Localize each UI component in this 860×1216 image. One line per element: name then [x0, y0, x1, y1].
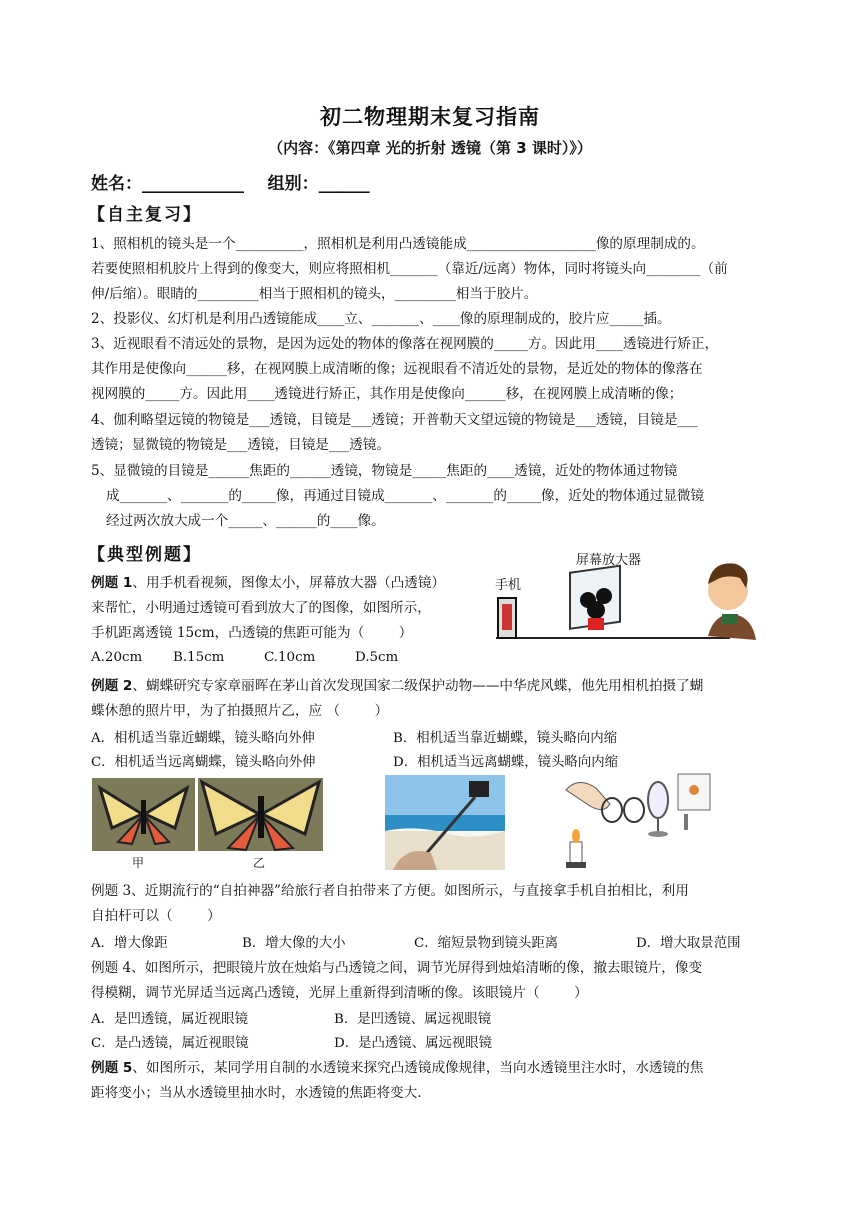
example-4-option-d: D．是凸透镜、属远视眼镜 — [334, 1036, 493, 1051]
magnifier-figure — [490, 548, 760, 648]
butterfly-photo-a — [92, 778, 195, 851]
screen-magnifier-label: 屏幕放大器 — [576, 553, 642, 568]
example-2-option-d: D．相机适当远离蝴蝶，镜头略向内缩 — [393, 755, 618, 770]
example-5-line: 例题 5、如图所示，某同学用自制的水透镜来探究凸透镜成像规律，当向水透镜里注水时，水透镜的焦 — [91, 1060, 704, 1076]
review-line: 若要使照相机胶片上得到的像变大，则应将照相机_______（靠近/远离）物体，同时将镜头向________（前 — [91, 261, 728, 277]
example-1-line: 来帮忙，小明通过透镜可看到放大了的图像，如图所示， — [91, 600, 431, 616]
example-4-line: 得模糊，调节光屏适当远离凸透镜，光屏上重新得到清晰的像。该眼镜片（ ） — [91, 985, 588, 1001]
example-2-option-c: C．相机适当远离蝴蝶，镜头略向外伸 — [91, 755, 316, 770]
example-1-option-a: A.20cm — [91, 650, 143, 665]
example-3-option-c: C．缩短景物到镜头距离 — [414, 936, 559, 951]
phone-label: 手机 — [495, 578, 522, 593]
selfie-stick-photo — [385, 775, 505, 870]
review-line: 3、近视眼看不清远处的景物，是因为远处的物体的像落在视网膜的_____方。因此用____透镜进行矫正， — [91, 336, 719, 352]
review-line: 4、伽利略望远镜的物镜是___透镜，目镜是___透镜；开普勒天文望远镜的物镜是___透镜，目镜是___ — [91, 412, 698, 428]
example-1-option-c: C.10cm — [264, 650, 316, 665]
example-1-option-b: B.15cm — [173, 650, 225, 665]
example-1-label: 例题 1 — [91, 575, 133, 591]
example-3-option-a: A．增大像距 — [91, 936, 168, 951]
example-2-label: 例题 2 — [91, 678, 133, 694]
photo-a-caption: 甲 — [132, 856, 145, 870]
review-line: 2、投影仪、幻灯机是利用凸透镜能成____立、_______、____像的原理制成的，胶片应_____插。 — [91, 311, 671, 327]
page-subtitle: （内容：《第四章 光的折射 透镜（第 3 课时）》） — [268, 139, 592, 157]
example-4-line: 例题 4、如图所示，把眼镜片放在烛焰与凸透镜之间，调节光屏得到烛焰清晰的像，撤去眼镜片，像变 — [91, 960, 703, 976]
name-group-row: 姓名：____________ 组别：______ — [91, 174, 370, 194]
review-line: 其作用是使像向______移，在视网膜上成清晰的像；远视眼看不清近处的景物，是近处的物体的像落在 — [91, 361, 703, 377]
example-2-option-a: A．相机适当靠近蝴蝶，镜头略向外伸 — [91, 731, 315, 746]
review-line: 透镜；显微镜的物镜是___透镜，目镜是___透镜。 — [91, 437, 391, 453]
example-2-line: 蝶休憩的照片甲，为了拍摄照片乙，应 （ ） — [91, 703, 389, 719]
example-3-option-b: B．增大像的大小 — [242, 936, 346, 951]
section-examples-heading: 【典型例题】 — [88, 545, 202, 565]
section-self-review-heading: 【自主复习】 — [88, 205, 202, 225]
example-4-option-c: C．是凸透镜，属近视眼镜 — [91, 1036, 249, 1051]
review-line: 经过两次放大成一个_____、______的____像。 — [106, 513, 385, 529]
page-title: 初二物理期末复习指南 — [320, 105, 540, 129]
photo-b-caption: 乙 — [253, 856, 266, 870]
example-1-line: 例题 1、用手机看视频，图像太小，屏幕放大器（凸透镜） — [91, 575, 446, 591]
lens-experiment-figure — [560, 770, 720, 870]
example-3-option-d: D．增大取景范围 — [636, 936, 741, 951]
example-4-option-b: B．是凹透镜、属远视眼镜 — [334, 1012, 492, 1027]
example-2-line: 例题 2、蝴蝶研究专家章丽晖在茅山首次发现国家二级保护动物——中华虎风蝶，他先用相机拍摄了蝴 — [91, 678, 704, 694]
butterfly-photo-b — [198, 778, 323, 851]
example-1-option-d: D.5cm — [355, 650, 399, 665]
example-5-label: 例题 5 — [91, 1060, 133, 1076]
review-line: 伸/后缩）。眼睛的_________相当于照相机的镜头，_________相当于胶片。 — [91, 286, 538, 302]
review-line: 成_______、_______的_____像，再通过目镜成_______、_______的_____像，近处的物体通过显微镜 — [106, 488, 705, 504]
example-5-line: 距将变小；当从水透镜里抽水时，水透镜的焦距将变大. — [91, 1085, 422, 1101]
example-4-option-a: A．是凹透镜，属近视眼镜 — [91, 1012, 248, 1027]
review-line: 1、照相机的镜头是一个__________，照相机是利用凸透镜能成___________________像的原理制成的。 — [91, 236, 705, 252]
example-3-line: 例题 3、近期流行的“自拍神器”给旅行者自拍带来了方便。如图所示，与直接拿手机自拍相比，利用 — [91, 883, 689, 899]
review-line: 视网膜的_____方。因此用____透镜进行矫正，其作用是使像向______移，在视网膜上成清晰的像； — [91, 386, 683, 402]
example-2-option-b: B．相机适当靠近蝴蝶，镜头略向内缩 — [393, 731, 618, 746]
example-1-line: 手机距离透镜 15cm，凸透镜的焦距可能为（ ） — [91, 625, 413, 641]
example-3-line: 自拍杆可以（ ） — [91, 908, 221, 924]
review-line: 5、显微镜的目镜是______焦距的______透镜，物镜是_____焦距的____透镜，近处的物体通过物镜 — [91, 463, 678, 479]
